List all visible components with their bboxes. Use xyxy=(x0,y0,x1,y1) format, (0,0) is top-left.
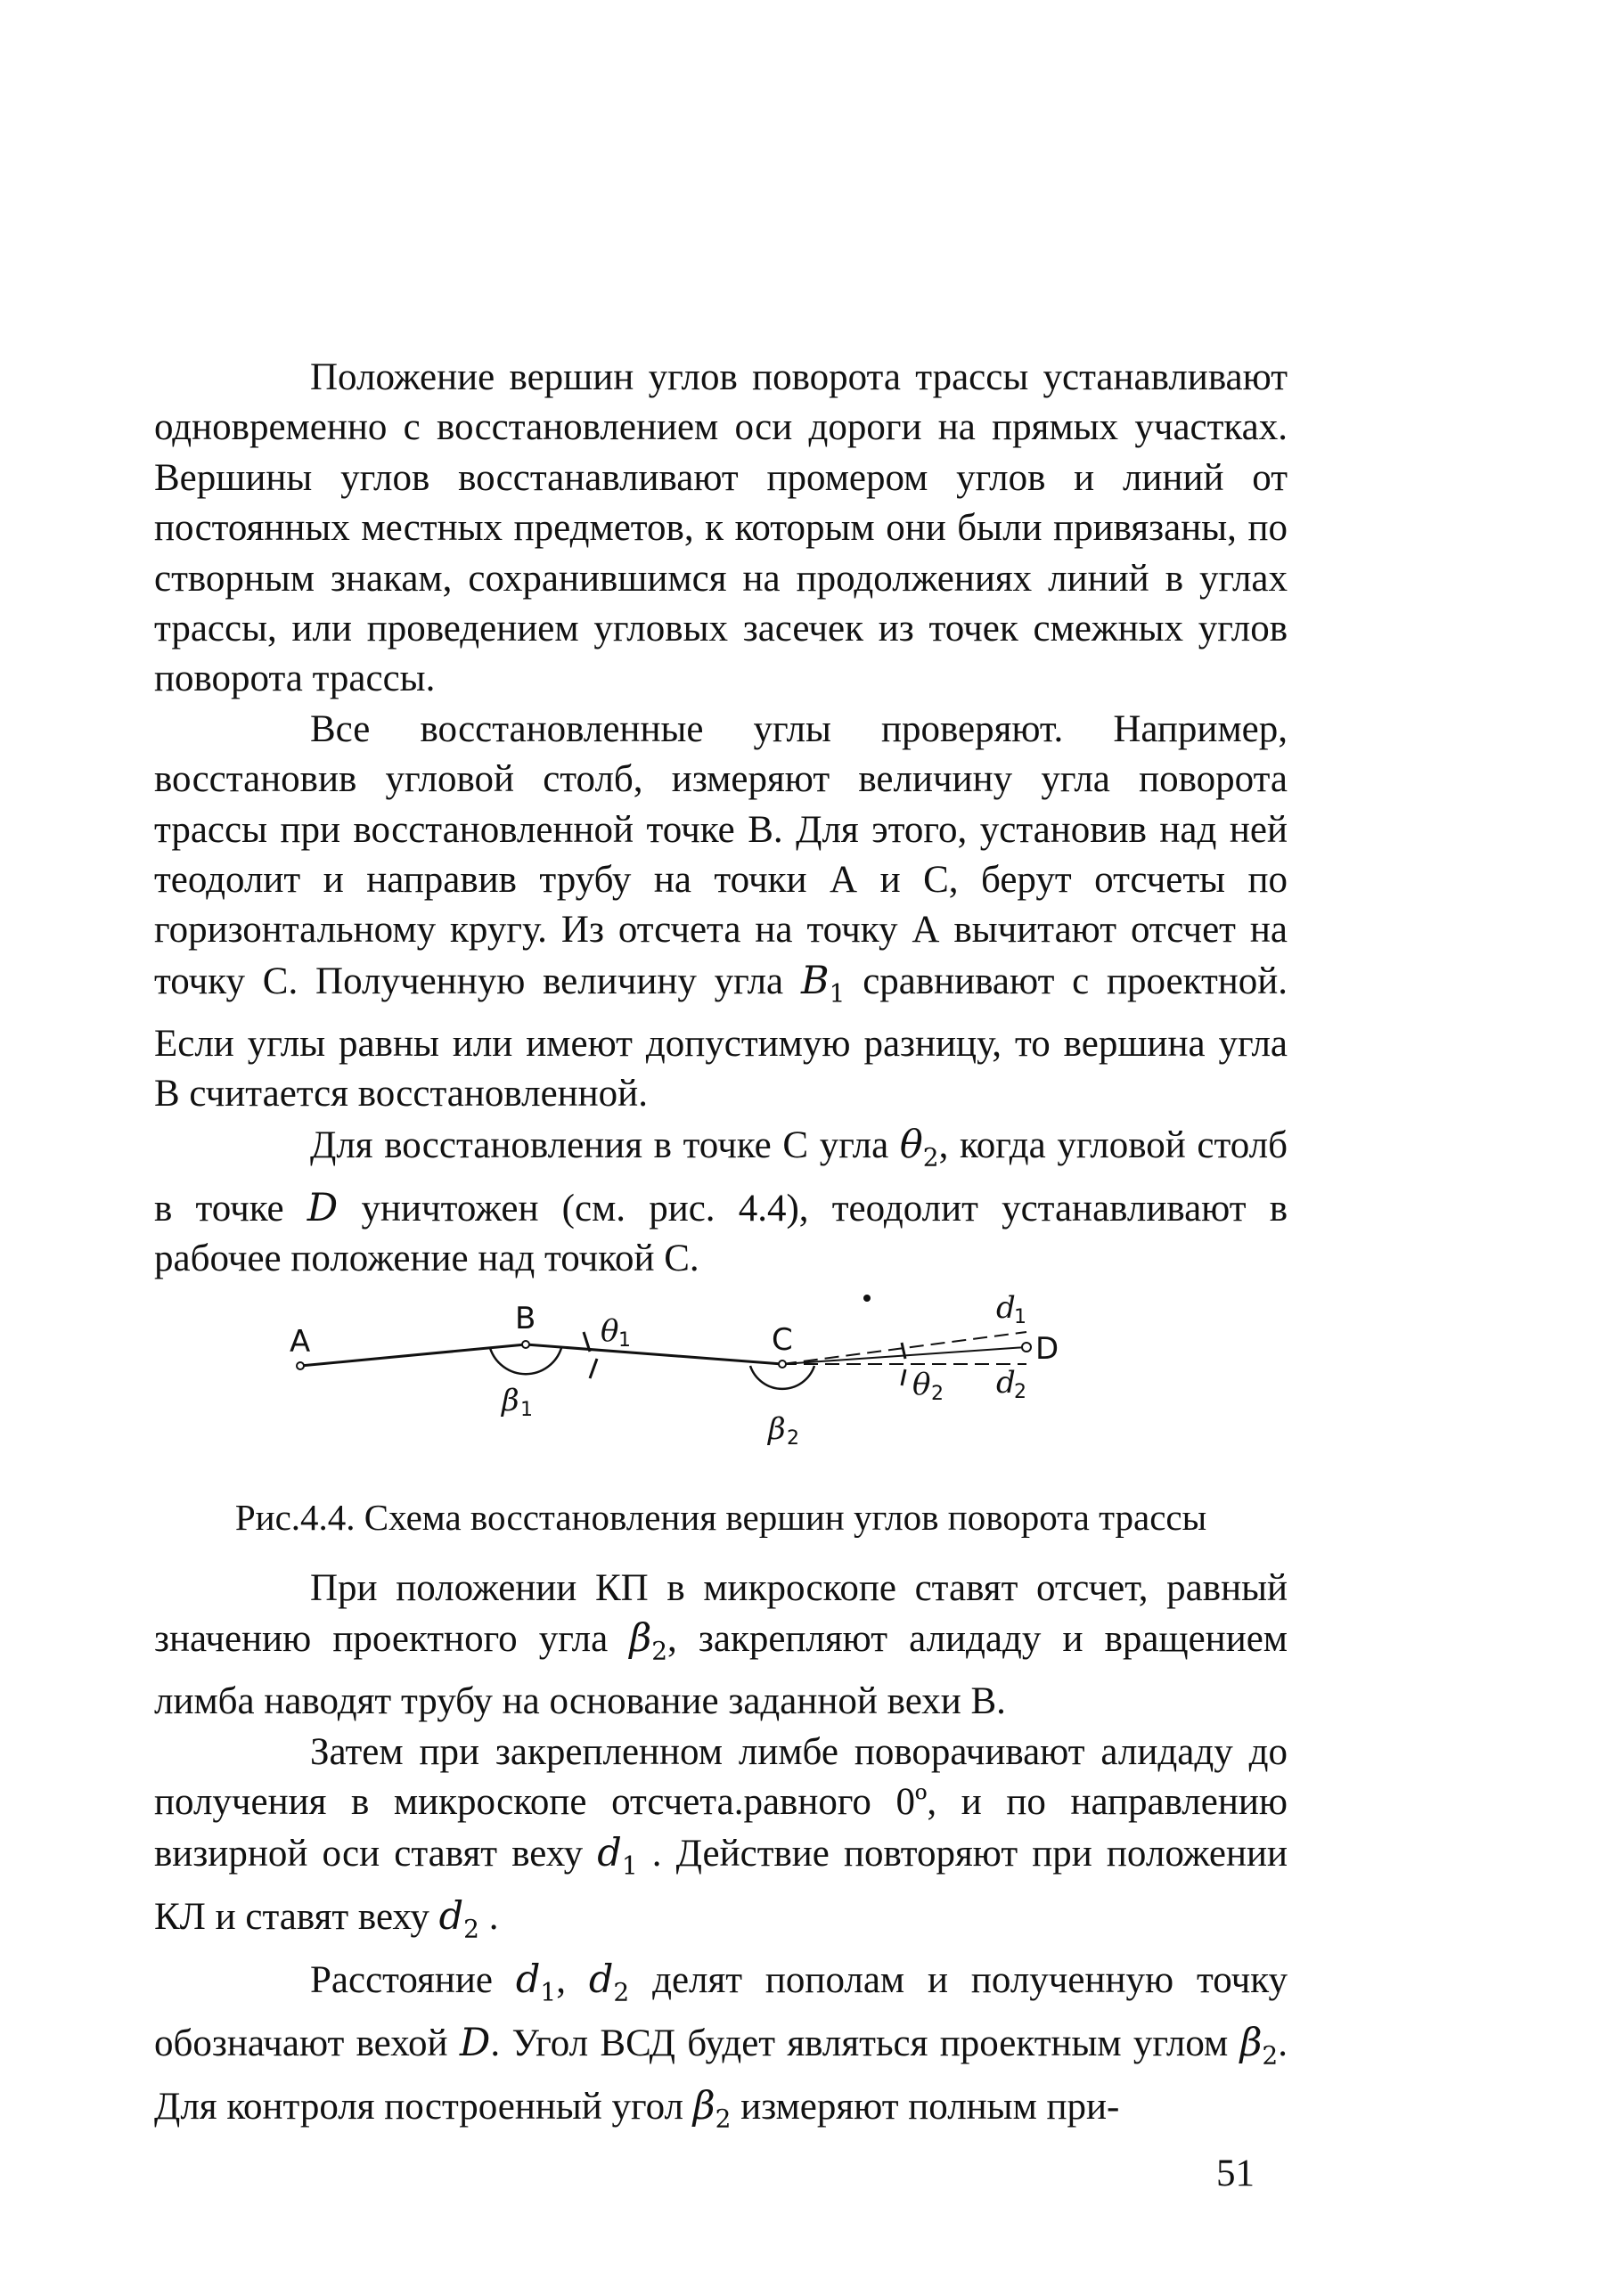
symbol-beta2-c xyxy=(692,2083,732,2134)
figure-caption: Рис.4.4. Схема восстановления вершин углов поворота трассы xyxy=(234,1497,1207,1538)
symbol-d2-b xyxy=(588,1957,630,2007)
label-theta2: θ xyxy=(912,1367,931,1402)
label-beta2: β xyxy=(768,1411,786,1447)
arc-beta1 xyxy=(490,1348,561,1374)
point-d xyxy=(1022,1343,1031,1352)
point-b xyxy=(522,1341,529,1348)
paragraph-3-text-a: Для восстановления в точке С угла xyxy=(310,1123,889,1166)
symbol-d1-a xyxy=(597,1830,638,1881)
paragraph-6-text-b: делят пополам и полученную точку обозначают вехой xyxy=(154,1958,1288,2064)
paragraph-2 xyxy=(154,705,1288,1120)
paragraph-6-text-e: измеряют полным при- xyxy=(740,2085,1120,2128)
line-c-d1 xyxy=(782,1332,1026,1364)
symbol-d2-b-base: d xyxy=(588,1957,614,2002)
route-scheme-svg xyxy=(267,1270,1337,1466)
symbol-beta2-a-base: β xyxy=(629,1616,652,1662)
paragraph-1-text: Положение вершин углов поворота трассы устанавливают одновременно с восстановлением оси дороги на прямых участках. Вершины углов восстанавливают промером углов и линий от постоянных местных предметов, к которым они были привязаны, по створным знакам, сохранившимся на продолжениях линий в углах трассы, или проведением угловых засечек из точек смежных углов поворота трассы. xyxy=(154,356,1288,700)
symbol-d1-b-sub: 1 xyxy=(540,1977,557,2007)
paragraph-3-text-c: уничтожен (см. рис. 4.4), теодолит устанавливают в рабочее положение над точкой С. xyxy=(154,1187,1288,1280)
tick-theta1-bottom xyxy=(590,1359,597,1378)
label-theta1-sub: 1 xyxy=(618,1329,631,1352)
symbol-b1 xyxy=(800,958,846,1009)
paragraph-3-text-b: , когда угловой столб в точке xyxy=(154,1123,1288,1230)
arc-beta2 xyxy=(750,1366,814,1389)
symbol-d1-b xyxy=(515,1957,557,2007)
point-c xyxy=(779,1360,786,1368)
label-d2-sub: 2 xyxy=(1014,1381,1026,1403)
page-number: 51 xyxy=(1216,2153,1255,2194)
text-block-top xyxy=(154,353,1288,1285)
label-d1: d xyxy=(996,1290,1016,1326)
symbol-b1-base: B xyxy=(800,958,830,1003)
tick-theta2-bottom xyxy=(902,1369,905,1385)
symbol-d2-a-base: d xyxy=(438,1893,464,1939)
symbol-d1-a-base: d xyxy=(597,1830,622,1875)
symbol-beta2-a-sub: 2 xyxy=(651,1637,668,1666)
symbol-b1-sub: 1 xyxy=(829,978,846,1009)
paragraph-6-text-c: . Угол ВСД будет являться проектным углом xyxy=(490,2022,1229,2064)
paragraph-5 xyxy=(154,1728,1288,1955)
label-a: A xyxy=(290,1324,311,1360)
paragraph-6: Расстояние $d_1$, $d_2$ делят пополам и полученную точку обозначают вехой D. Угол ВСД будет являться проектным углом $\beta_2$. Для контроля построенный угол $\beta_2$ измеряют полным при- xyxy=(154,1957,1288,2134)
paragraph-2-text-a: Все восстановленные углы проверяют. Например, восстановив угловой столб, измеряют величину угла поворота трассы при восстановленной точке В. Для этого, установив над ней теодолит и направив трубу на точки А и С, берут отсчеты по горизонтальному кругу. Из отсчета на точку А вычитают отсчет на точку С. Полученную величину угла xyxy=(154,707,1288,1002)
figure-4-4-diagram xyxy=(267,1270,1337,1466)
symbol-theta2-sub: 2 xyxy=(922,1142,939,1173)
symbol-d1-a-sub: 1 xyxy=(621,1851,638,1881)
line-b-c xyxy=(526,1344,782,1364)
text-block-bottom xyxy=(154,1564,1288,2145)
label-d2: d xyxy=(996,1365,1016,1401)
paragraph-3 xyxy=(154,1120,1288,1285)
symbol-beta2-c-base: β xyxy=(692,2083,715,2128)
symbol-d2-b-sub: 2 xyxy=(613,1977,630,2007)
label-theta1: θ xyxy=(601,1313,619,1349)
symbol-beta2-c-sub: 2 xyxy=(715,2104,732,2134)
symbol-d2-a xyxy=(438,1893,479,1944)
label-beta2-sub: 2 xyxy=(787,1427,799,1450)
paragraph-2-text-b: сравнивают с проектной. Если углы равны или имеют допустимую разницу, то вершина угла В считается восстановленной. xyxy=(154,960,1288,1115)
label-d1-sub: 1 xyxy=(1014,1306,1026,1328)
symbol-d-stake: D xyxy=(459,2020,491,2065)
symbol-beta2-b-base: β xyxy=(1239,2020,1263,2065)
symbol-d-point: D xyxy=(307,1185,339,1230)
symbol-beta2-b xyxy=(1239,2020,1279,2071)
paragraph-5-text-a: Затем при закрепленном лимбе поворачивают алидаду до получения в микроскопе отсчета.равного 0º, и по направлению визирной оси ставят веху xyxy=(154,1730,1288,1875)
paragraph-5-text-b: . Действие повторяют при положении КЛ и ставят веху xyxy=(154,1832,1288,1938)
symbol-d2-a-sub: 2 xyxy=(463,1914,479,1944)
paragraph-4 xyxy=(154,1564,1288,1728)
symbol-beta2-b-sub: 2 xyxy=(1262,2040,1279,2071)
symbol-d1-b-base: d xyxy=(515,1957,541,2002)
label-d: D xyxy=(1035,1331,1059,1367)
paragraph-1 xyxy=(154,353,1288,705)
symbol-beta2-a xyxy=(629,1616,668,1666)
label-c: C xyxy=(772,1322,793,1358)
symbol-theta2 xyxy=(899,1122,939,1173)
paragraph-6-text-a: Расстояние xyxy=(310,1958,493,2001)
label-b: B xyxy=(515,1301,536,1336)
paragraph-4-text-a: При положении КП в микроскопе ставят отсчет, равный значению проектного угла xyxy=(154,1567,1288,1661)
symbol-theta2-base: θ xyxy=(899,1122,923,1167)
paragraph-6-text-d: . Для контроля построенный угол xyxy=(154,2022,1288,2128)
point-a xyxy=(297,1362,304,1369)
paragraph-5-text-c: . xyxy=(488,1895,499,1938)
label-beta1-sub: 1 xyxy=(520,1399,533,1421)
paragraph-4-text-b: , закрепляют алидаду и вращением лимба наводят трубу на основание заданной вехи В. xyxy=(154,1618,1288,1723)
stray-dot xyxy=(863,1295,871,1302)
label-theta2-sub: 2 xyxy=(931,1383,944,1405)
label-beta1: β xyxy=(502,1383,519,1418)
